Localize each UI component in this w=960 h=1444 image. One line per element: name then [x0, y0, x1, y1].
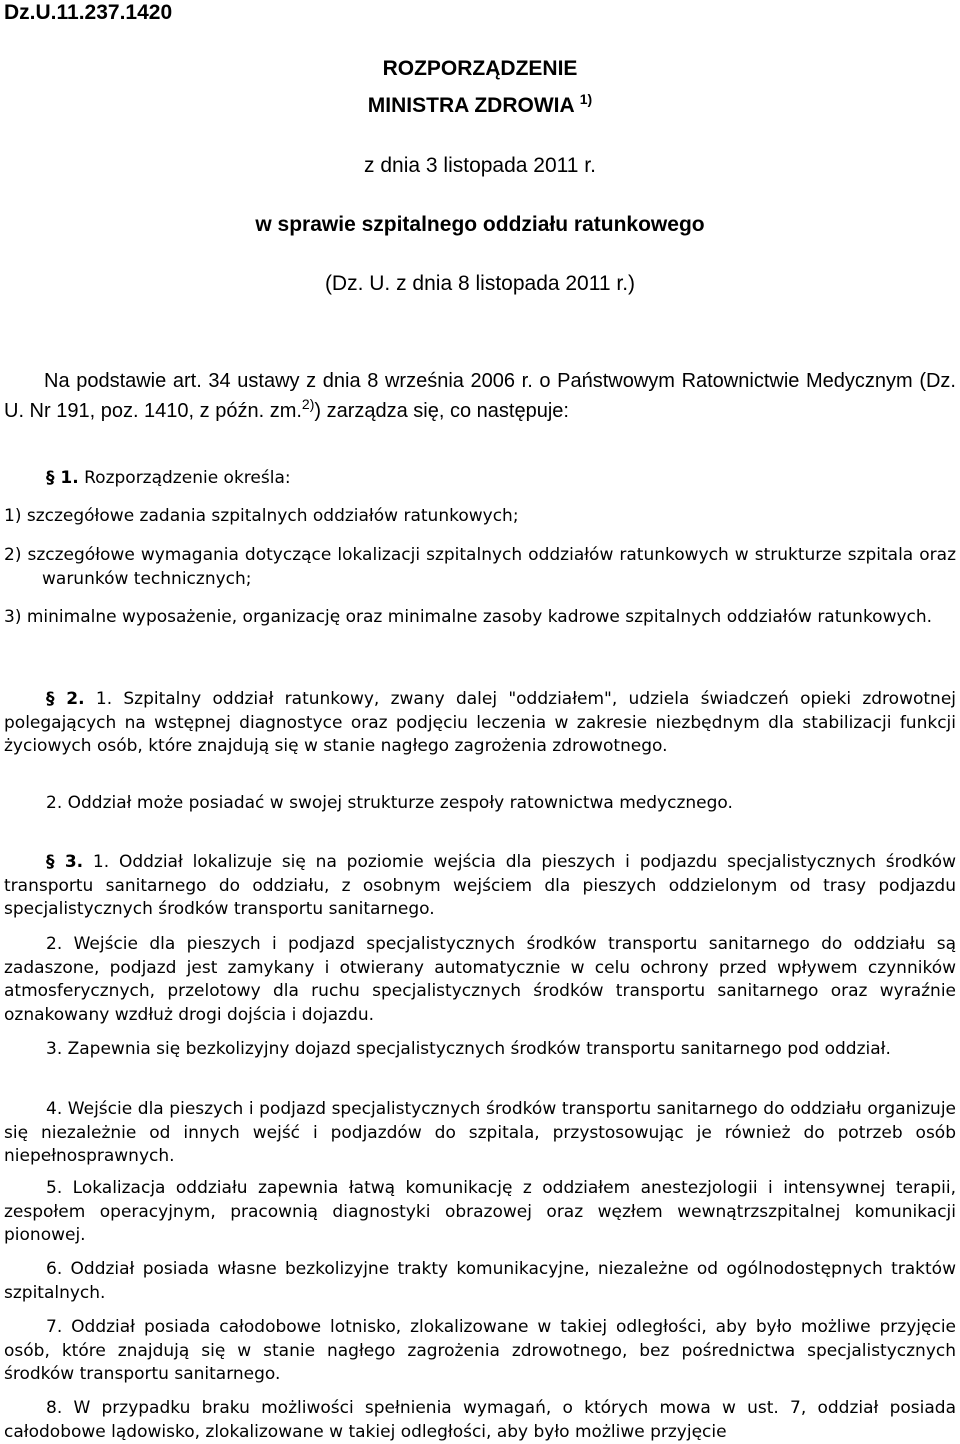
footnote-ref: 2) — [301, 396, 315, 412]
publication-info: (Dz. U. z dnia 8 listopada 2011 r.) — [324, 272, 636, 295]
paragraph — [4, 1397, 956, 1444]
journal-reference: Dz.U.11.237.1420 — [4, 1, 173, 24]
paragraph — [4, 933, 956, 1027]
list-number: 3) — [4, 607, 22, 627]
act-type: ROZPORZĄDZENIE — [382, 57, 578, 80]
list-item — [4, 505, 956, 529]
act-date: z dnia 3 listopada 2011 r. — [364, 154, 596, 177]
paragraph — [4, 1038, 956, 1062]
act-subject: w sprawie szpitalnego oddziału ratunkowego — [255, 213, 705, 236]
paragraph — [4, 1316, 956, 1387]
paragraph — [4, 1098, 956, 1169]
paragraph-text: 8. W przypadku braku możliwości spełnienia wymagań, o których mowa w ust. 7, oddział posiada całodobowe lądowisko, zlokalizowane w takiej odległości, aby było możliwe przyjęcie — [4, 1398, 956, 1442]
paragraph-text: 7. Oddział posiada całodobowe lotnisko, zlokalizowane w takiej odległości, aby było możliwe przyjęcie osób, które znajdują się w stanie nagłego zagrożenia zdrowotnego, bez pośrednictwa specjalistycznych środków transportu sanitarnego. — [4, 1317, 956, 1384]
list-item — [4, 544, 956, 591]
preamble-text-a: Na podstawie art. 34 ustawy z dnia 8 września 2006 r. o Państwowym Ratownictwie Medycznym (Dz. U. Nr 191, poz. 1410, z późn. zm. — [4, 370, 956, 422]
preamble — [4, 366, 956, 427]
paragraph — [4, 1177, 956, 1248]
paragraph-text: 2. Oddział może posiadać w swojej strukturze zespoły ratownictwa medycznego. — [46, 793, 733, 813]
list-text: minimalne wyposażenie, organizację oraz minimalne zasoby kadrowe szpitalnych oddziałów ratunkowych. — [26, 607, 933, 627]
paragraph-text: 1. Szpitalny oddział ratunkowy, zwany dalej "oddziałem", udziela świadczeń opieki zdrowotnej polegających na wstępnej diagnostyce oraz podjęciu leczenia w zakresie niezbędnym dla stabilizacji funkcji życiowych osób, które znajdują się w stanie nagłego zagrożenia zdrowotnego. — [4, 689, 956, 756]
section-mark: § 1. — [46, 468, 79, 488]
issuer: MINISTRA ZDROWIA — [367, 94, 574, 117]
paragraph-text: 2. Wejście dla pieszych i podjazd specjalistycznych środków transportu sanitarnego do oddziału są zadaszone, podjazd jest zamykany i otwierany automatycznie w celu ochrony przed wpływem czynników atmosferycznych, przelotowy dla ruchu specjalistycznych środków transportu sanitarnego oraz wyraźnie oznakowany wzdłuż drogi dojścia i dojazdu. — [4, 934, 956, 1025]
paragraph-text: 5. Lokalizacja oddziału zapewnia łatwą komunikację z oddziałem anestezjologii i intensywnej terapii, zespołem operacyjnym, pracownią diagnostyki obrazowej oraz węzłem wewnątrzszpitalnej komunikacji pionowej. — [4, 1178, 956, 1245]
issuer-line — [0, 93, 960, 120]
paragraph-text: 4. Wejście dla pieszych i podjazd specjalistycznych środków transportu sanitarnego do oddziału organizuje się niezależnie od innych wejść i podjazdów do szpitala, przystosowując je również do potrzeb osób niepełnosprawnych. — [4, 1099, 956, 1166]
section-1 — [4, 467, 956, 491]
section-3 — [4, 851, 956, 922]
paragraph-text: 1. Oddział lokalizuje się na poziomie wejścia dla pieszych i podjazdu specjalistycznych środków transportu sanitarnego do oddziału, z osobnym wejściem dla pieszych oddzielonym od trasy podjazdu specjalistycznych środków transportu sanitarnego. — [4, 852, 956, 919]
paragraph — [4, 1258, 956, 1305]
preamble-text-b: ) zarządza się, co następuje: — [314, 400, 569, 422]
paragraph-text: 6. Oddział posiada własne bezkolizyjne trakty komunikacyjne, niezależne od ogólnodostępnych traktów szpitalnych. — [4, 1259, 956, 1303]
list-item — [4, 606, 956, 630]
list-number: 2) — [4, 545, 22, 565]
section-mark: § 3. — [46, 852, 84, 872]
footnote-ref: 1) — [579, 91, 593, 107]
section-mark: § 2. — [46, 689, 85, 709]
paragraph-text: 3. Zapewnia się bezkolizyjny dojazd specjalistycznych środków transportu sanitarnego pod oddział. — [46, 1039, 891, 1059]
list-text: szczegółowe zadania szpitalnych oddziałów ratunkowych; — [26, 506, 519, 526]
list-text: szczegółowe wymagania dotyczące lokalizacji szpitalnych oddziałów ratunkowych w strukturze szpitala oraz warunków technicznych; — [27, 545, 956, 589]
section-intro-text: Rozporządzenie określa: — [84, 468, 291, 488]
section-2 — [4, 688, 956, 759]
paragraph — [4, 792, 956, 816]
list-number: 1) — [4, 506, 22, 526]
section-1-intro — [4, 467, 956, 491]
